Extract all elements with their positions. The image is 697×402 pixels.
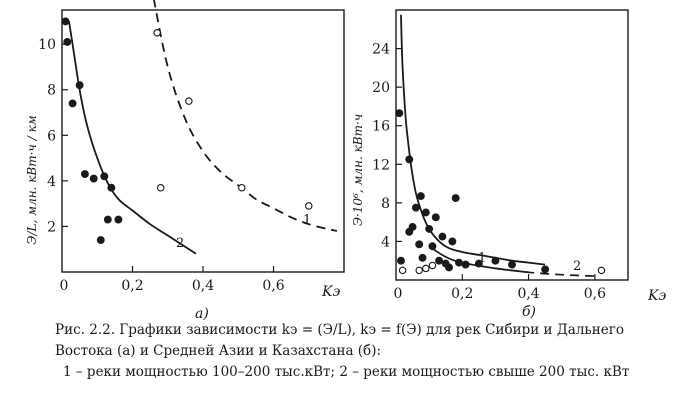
panel-label-a: а) <box>195 306 209 320</box>
data-point-b-series-1 <box>422 209 429 216</box>
data-point-b-series-2 <box>423 265 429 271</box>
y-tick-label-a: 8 <box>47 82 56 99</box>
data-point-b-series-2 <box>429 262 435 268</box>
series-label-b-1: 1 <box>478 251 487 266</box>
data-point-b-series-1 <box>396 110 403 117</box>
series-curve-a-1 <box>154 0 337 231</box>
data-point-a-series-2 <box>82 171 89 178</box>
data-point-a-series-2 <box>64 38 71 45</box>
caption-line-1: Рис. 2.2. Графики зависимости kэ = (Э/L), kэ = f(Э) для рек Сибири и Дальнего <box>55 322 624 338</box>
data-point-a-series-2 <box>62 18 69 25</box>
series-curve-b-1 <box>401 15 545 265</box>
data-point-a-series-1 <box>306 203 312 209</box>
y-tick-label-a: 2 <box>47 219 56 236</box>
data-point-a-series-1 <box>186 98 192 104</box>
series-curve-a-2 <box>69 21 196 253</box>
data-point-a-series-2 <box>101 173 108 180</box>
x-tick-label-b: 0,2 <box>451 286 474 302</box>
x-tick-label-a: 0,2 <box>121 278 144 294</box>
y-tick-label-a: 4 <box>47 173 56 190</box>
data-point-b-series-1 <box>409 224 416 231</box>
chart-panel-b <box>351 10 666 320</box>
y-tick-label-b: 12 <box>372 157 390 174</box>
data-point-a-series-2 <box>76 82 83 89</box>
data-point-b-series-1 <box>542 266 549 273</box>
data-point-b-series-1 <box>417 193 424 200</box>
data-point-a-series-2 <box>97 237 104 244</box>
data-point-b-series-1 <box>439 233 446 240</box>
series-label-a-2: 2 <box>176 236 185 251</box>
data-point-b-series-1 <box>492 257 499 264</box>
plot-frame-b <box>396 10 628 280</box>
data-point-b-series-1 <box>419 254 426 261</box>
data-point-b-series-2 <box>598 267 604 273</box>
plot-frame-a <box>62 10 344 272</box>
data-point-b-series-1 <box>446 264 453 271</box>
caption-line-2: Востока (а) и Средней Азии и Казахстана (б): <box>55 343 382 359</box>
figure-caption <box>55 320 685 383</box>
y-tick-label-a: 6 <box>47 128 56 145</box>
chart-panel-a <box>25 0 344 320</box>
y-axis-label-a: Э/L, млн. кВт·ч / км <box>25 115 39 245</box>
data-point-a-series-2 <box>104 216 111 223</box>
x-tick-label-b: 0,6 <box>583 286 606 302</box>
data-point-b-series-1 <box>452 195 459 202</box>
data-point-b-series-1 <box>398 257 405 264</box>
data-point-b-series-1 <box>429 243 436 250</box>
x-axis-label-a: Kэ <box>322 284 341 300</box>
y-axis-label-b: Э·10⁶, млн. кВт·ч <box>351 113 365 227</box>
data-point-b-series-1 <box>449 238 456 245</box>
data-point-a-series-2 <box>115 216 122 223</box>
data-point-b-series-1 <box>426 225 433 232</box>
data-point-b-series-1 <box>456 259 463 266</box>
y-tick-label-a: 10 <box>38 37 56 54</box>
x-tick-label-b: 0 <box>393 286 403 302</box>
y-tick-label-b: 20 <box>372 80 390 97</box>
data-point-b-series-1 <box>436 257 443 264</box>
data-point-a-series-2 <box>69 100 76 107</box>
data-point-a-series-2 <box>90 175 97 182</box>
panel-label-b: б) <box>522 304 537 320</box>
data-point-b-series-1 <box>412 204 419 211</box>
data-point-a-series-1 <box>239 185 245 191</box>
x-axis-label-b: Kэ <box>648 288 667 304</box>
y-tick-label-b: 4 <box>381 234 390 251</box>
x-tick-label-a: 0 <box>59 278 69 294</box>
x-tick-label-a: 0,4 <box>191 278 215 294</box>
data-point-b-series-1 <box>509 261 516 268</box>
data-point-a-series-1 <box>154 30 160 36</box>
series-label-a-1: 1 <box>303 213 312 228</box>
data-point-b-series-2 <box>399 267 405 273</box>
y-tick-label-b: 16 <box>372 118 390 135</box>
y-tick-label-b: 24 <box>372 41 390 58</box>
x-tick-label-a: 0,6 <box>262 278 285 294</box>
data-point-b-series-1 <box>432 214 439 221</box>
data-point-b-series-1 <box>416 241 423 248</box>
x-tick-label-b: 0,4 <box>517 286 540 302</box>
data-point-b-series-2 <box>416 267 422 273</box>
data-point-b-series-1 <box>462 261 469 268</box>
y-tick-label-b: 8 <box>381 195 390 212</box>
series-label-b-2: 2 <box>573 259 582 274</box>
data-point-a-series-2 <box>108 184 115 191</box>
data-point-a-series-1 <box>158 185 164 191</box>
caption-line-3: 1 – реки мощностью 100–200 тыс.кВт; 2 – реки мощностью свыше 200 тыс. кВт <box>63 364 630 380</box>
data-point-b-series-1 <box>406 156 413 163</box>
